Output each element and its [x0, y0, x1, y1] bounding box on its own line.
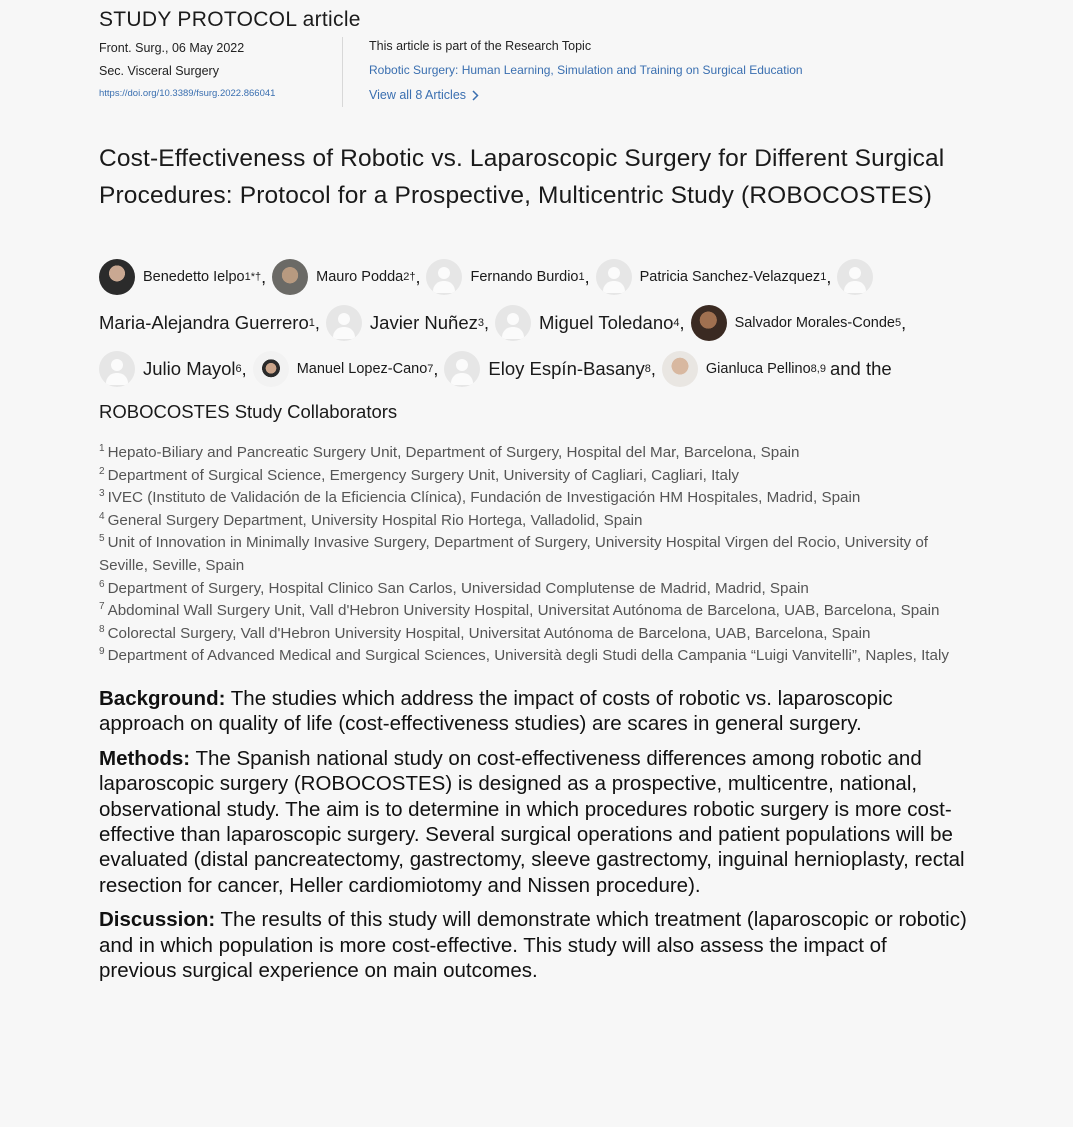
abstract-methods-label: Methods: [99, 746, 191, 770]
author-name: Miguel Toledano [539, 312, 674, 333]
research-topic-label: This article is part of the Research Topic [369, 39, 592, 53]
author-photo [691, 305, 727, 341]
author-photo [662, 351, 698, 387]
author-name: Maria-Alejandra Guerrero [99, 312, 309, 333]
avatar-placeholder-icon [837, 259, 873, 295]
author-name: Julio Mayol [143, 358, 236, 379]
author[interactable]: Javier Nuñez 3 [326, 305, 484, 341]
affiliation-number: 8 [99, 623, 105, 635]
avatar-placeholder-icon [99, 351, 135, 387]
author-name: Benedetto Ielpo [143, 269, 245, 285]
article-type: STUDY PROTOCOL article [99, 8, 361, 31]
article-meta [99, 37, 969, 107]
author[interactable]: Manuel Lopez-Cano 7 [253, 351, 434, 387]
affiliation-text: IVEC (Instituto de Validación de la Eficiencia Clínica), Fundación de Investigación HM Hospitales, Madrid, Spain [107, 489, 861, 507]
author[interactable]: Gianluca Pellino 8,9 [662, 351, 826, 387]
author-photo [272, 259, 308, 295]
affiliation [99, 600, 969, 623]
author[interactable]: Miguel Toledano 4 [495, 305, 680, 341]
affiliation-text: Department of Advanced Medical and Surgical Sciences, Università degli Studi della Campania “Luigi Vanvitelli”, Naples, Italy [107, 647, 949, 665]
affiliation-number: 7 [99, 601, 105, 613]
affiliation [99, 465, 969, 488]
author[interactable]: Eloy Espín-Basany 8 [444, 351, 650, 387]
author[interactable]: Salvador Morales-Conde 5 [691, 305, 902, 341]
author[interactable]: Julio Mayol 6 [99, 351, 242, 387]
author[interactable]: Mauro Podda 2† [272, 259, 415, 295]
author-name: Mauro Podda [316, 269, 404, 285]
abstract-discussion-text: The results of this study will demonstrate which treatment (laparoscopic or robotic) and in which population is more cost-effective. This study will also assess the impact of previous surgical experience on main outcomes. [99, 908, 967, 982]
avatar-placeholder-icon [495, 305, 531, 341]
author-name: Eloy Espín-Basany [488, 358, 645, 379]
article-title: Cost-Effectiveness of Robotic vs. Laparoscopic Surgery for Different Surgical Procedures: Protocol for a Prospective, Multicentric Study (ROBOCOSTES) [99, 145, 945, 209]
affiliation [99, 442, 969, 465]
affiliation-text: Department of Surgery, Hospital Clinico San Carlos, Universidad Complutense de Madrid, Madrid, Spain [107, 579, 809, 597]
author[interactable]: Patricia Sanchez-Velazquez 1 [596, 259, 827, 295]
affiliation [99, 623, 969, 646]
author-photo [99, 259, 135, 295]
view-all-label: View all 8 Articles [369, 88, 467, 102]
affiliation-number: 6 [99, 578, 105, 590]
abstract-background [99, 686, 969, 737]
journal-date: Front. Surg., 06 May 2022 [99, 41, 245, 55]
abstract-discussion [99, 907, 969, 983]
author-name: Salvador Morales-Conde [734, 315, 895, 331]
affiliation-number: 2 [99, 465, 105, 477]
author-name: Fernando Burdio [470, 269, 579, 285]
affiliation-number: 1 [99, 443, 105, 454]
affiliation [99, 510, 969, 533]
affiliation [99, 487, 969, 510]
affiliation [99, 578, 969, 601]
affiliation [99, 532, 969, 577]
abstract-methods [99, 746, 969, 898]
affiliation-text: Department of Surgical Science, Emergency Surgery Unit, University of Cagliari, Cagliari, Italy [107, 466, 739, 484]
affiliation-text: Unit of Innovation in Minimally Invasive Surgery, Department of Surgery, University Hospital Virgen del Rocio, University of Seville, Seville, Spain [99, 534, 929, 574]
journal-section[interactable]: Sec. Visceral Surgery [99, 64, 219, 78]
author-name: Manuel Lopez-Cano [296, 361, 428, 377]
article-header [99, 0, 969, 992]
author-name: Patricia Sanchez-Velazquez [639, 269, 821, 285]
affiliation-text: Hepato-Biliary and Pancreatic Surgery Unit, Department of Surgery, Hospital del Mar, Barcelona, Spain [107, 444, 800, 461]
abstract-methods-text: The Spanish national study on cost-effectiveness differences among robotic and laparoscopic surgery (ROBOCOSTES) is designed as a prospective, multicentre, national, observational study. The aim is to determine in which procedures robotic surgery is more cost-effective than laparoscopic surgery. Several surgical operations and patient populations will be evaluated (distal pancreatectomy, gastrectomy, sleeve gastrectomy, inguinal hernioplasty, rectal resection for cancer, Heller cardiomiotomy and Nissen procedure). [99, 746, 965, 897]
author-name: Gianluca Pellino [705, 361, 811, 377]
research-topic-link[interactable]: Robotic Surgery: Human Learning, Simulation and Training on Surgical Education [369, 63, 803, 77]
authors-collaborators[interactable]: ROBOCOSTES Study Collaborators [99, 401, 398, 422]
author-name: Javier Nuñez [369, 312, 478, 333]
affiliation [99, 645, 969, 668]
author-line: Julio Mayol 6 , Manuel Lopez-Cano 7 , Eloy Espín-Basany 8 , Gianluca Pellino 8,9 and the [99, 346, 969, 392]
abstract-discussion-label: Discussion: [99, 908, 216, 932]
affiliation-text: General Surgery Department, University Hospital Rio Hortega, Valladolid, Spain [107, 511, 643, 529]
view-all-articles-link[interactable] [369, 83, 479, 107]
research-topic [343, 37, 803, 107]
publication-info [99, 37, 343, 107]
author-line: Maria-Alejandra Guerrero 1 , Javier Nuñez 3 , Miguel Toledano 4 , Salvador Morales-Conde 5 , [99, 300, 969, 346]
affiliation-number: 5 [99, 533, 105, 545]
affiliation-number: 4 [99, 510, 105, 522]
affiliation-text: Colorectal Surgery, Vall d'Hebron University Hospital, Universitat Autónoma de Barcelona, UAB, Barcelona, Spain [107, 624, 871, 642]
chevron-right-icon [472, 90, 479, 101]
author-list [99, 254, 969, 432]
author-line: Benedetto Ielpo 1*† , Mauro Podda 2† , Fernando Burdio 1 , Patricia Sanchez-Velazquez 1 , [99, 254, 969, 300]
affiliation-text: Abdominal Wall Surgery Unit, Vall d'Hebron University Hospital, Universitat Autónoma de Barcelona, UAB, Barcelona, Spain [107, 602, 940, 620]
affiliation-number: 3 [99, 488, 105, 500]
abstract [99, 686, 969, 983]
abstract-background-label: Background: [99, 686, 226, 710]
doi-link[interactable]: https://doi.org/10.3389/fsurg.2022.866041 [99, 88, 276, 99]
author-photo [253, 351, 289, 387]
affiliation-number: 9 [99, 646, 105, 658]
author[interactable]: Maria-Alejandra Guerrero 1 [99, 312, 315, 333]
author[interactable]: Fernando Burdio 1 [426, 259, 584, 295]
avatar-placeholder-icon [326, 305, 362, 341]
avatar-placeholder-icon [426, 259, 462, 295]
abstract-background-text: The studies which address the impact of costs of robotic vs. laparoscopic approach on quality of life (cost-effectiveness studies) are scares in general surgery. [99, 686, 893, 736]
author[interactable]: Benedetto Ielpo 1*† [99, 259, 261, 295]
affiliations [99, 442, 969, 668]
authors-and: and the [829, 358, 892, 379]
avatar-placeholder-icon [444, 351, 480, 387]
avatar-placeholder-icon [596, 259, 632, 295]
